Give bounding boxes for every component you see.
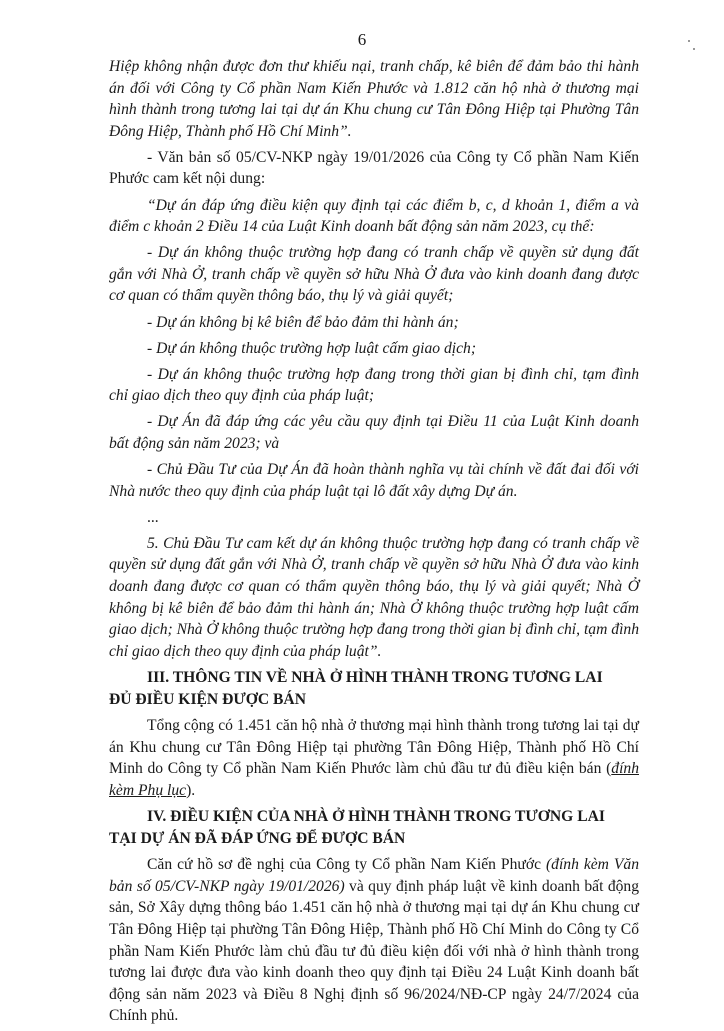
paragraph-document-reference: - Văn bản số 05/CV-NKP ngày 19/01/2026 của Công ty Cổ phần Nam Kiến Phước cam kết nội dung: [109,148,639,188]
paragraph-ellipsis: ... [147,508,159,526]
section-3-body-main: Tổng cộng có 1.451 căn hộ nhà ở thương mại hình thành trong tương lai tại dự án Khu chung cư Tân Đông Hiệp tại phường Tân Đông Hiệp, Thành phố Hồ Chí Minh do Công ty Cổ phần Nam Kiến Phước làm chủ đầu tư đủ điều kiện bán ( [109,717,639,778]
section-4-body [109,854,639,1027]
section-4-heading [109,806,639,849]
scan-speck [688,40,690,42]
paragraph-condition-financial: - Chủ Đầu Tư của Dự Án đã hoàn thành nghĩa vụ tài chính về đất đai đối với Nhà nước theo quy định của pháp luật tại lô đất xây dựng Dự án. [109,461,639,500]
paragraph-condition-prohibited: - Dự án không thuộc trường hợp luật cấm giao dịch; [147,339,477,357]
paragraph-condition-article-11: - Dự Án đã đáp ứng các yêu cầu quy định tại Điều 11 của Luật Kinh doanh bất động sản năm 2023; và [109,413,639,452]
paragraph-condition-suspended: - Dự án không thuộc trường hợp đang trong thời gian bị đình chỉ, tạm đình chỉ giao dịch theo quy định của pháp luật; [109,365,639,405]
section-3-body-end: ). [186,781,196,799]
section-4-body-rest: và quy định pháp luật về kinh doanh bất động sản, Sở Xây dựng thông báo 1.451 căn hộ nhà ở thương mại tại dự án Khu chung cư Tân Đông Hiệp tại phường Tân Đông Hiệp, Thành phố Hồ Chí Minh do Công ty Cổ phần Nam Kiến Phước làm chủ đầu tư đủ điều kiện đối với nhà ở hình thành trong tương lai được đưa vào kinh doanh theo quy định tại Điều 24 Luật Kinh doanh bất động sản năm 2023 và Điều 8 Nghị định số 96/2024/NĐ-CP ngày 24/7/2024 của Chính phủ. [109,877,639,1025]
document-body [109,56,639,1031]
section-4-body-start: Căn cứ hồ sơ đề nghị của Công ty Cổ phần Nam Kiến Phước [147,856,546,874]
paragraph-commitment-5: 5. Chủ Đầu Tư cam kết dự án không thuộc trường hợp đang có tranh chấp về quyền sử dụng đất gắn với Nhà Ở, tranh chấp về quyền sở hữu Nhà Ở đưa vào kinh doanh đang được cơ quan có thẩm quyền thông báo, thụ lý và giải quyết; Nhà Ở không bị kê biên để bảo đảm thi hành án; Nhà Ở không thuộc trường hợp luật cấm giao dịch; Nhà Ở không thuộc trường hợp đang trong thời gian bị đình chỉ, tạm đình chỉ giao dịch theo quy định của pháp luật”. [109,534,639,660]
section-3-heading [109,667,639,710]
paragraph-continuation: Hiệp không nhận được đơn thư khiếu nại, tranh chấp, kê biên để đảm bảo thi hành án đối với Công ty Cổ phần Nam Kiến Phước và 1.812 căn hộ nhà ở thương mại hình thành trong tương lai tại dự án Khu chung cư Tân Đông Hiệp tại Phường Tân Đông Hiệp, Thành phố Hồ Chí Minh”. [109,58,639,140]
paragraph-condition-seizure: - Dự án không bị kê biên để bảo đảm thi hành án; [147,313,459,331]
section-3-heading-line-2: ĐỦ ĐIỀU KIỆN ĐƯỢC BÁN [109,690,306,708]
page-number: 6 [357,30,367,49]
section-3-body [109,715,639,801]
section-3-heading-line-1: III. THÔNG TIN VỀ NHÀ Ở HÌNH THÀNH TRONG TƯƠNG LAI [147,668,603,686]
scan-speck [693,48,695,50]
paragraph-commitment-intro: “Dự án đáp ứng điều kiện quy định tại các điểm b, c, d khoản 1, điểm a và điểm c khoản 2 Điều 14 của Luật Kinh doanh bất động sản năm 2023, cụ thể: [109,196,639,236]
section-4-heading-line-1: IV. ĐIỀU KIỆN CỦA NHÀ Ở HÌNH THÀNH TRONG TƯƠNG LAI [147,808,605,825]
paragraph-condition-dispute: - Dự án không thuộc trường hợp đang có tranh chấp về quyền sử dụng đất gắn với Nhà Ở, tranh chấp về quyền sở hữu Nhà Ở đưa vào kinh doanh đang được cơ quan có thẩm quyền thông báo, thụ lý và giải quyết; [109,244,639,305]
section-4-body-attachment: (đính kèm Văn bản số 05/CV-NKP ngày 19/01/2026) [109,856,640,895]
appendix-reference: đính kèm Phụ lục [109,760,639,799]
section-4-heading-line-2: TẠI DỰ ÁN ĐÃ ĐÁP ỨNG ĐỂ ĐƯỢC BÁN [109,829,406,847]
